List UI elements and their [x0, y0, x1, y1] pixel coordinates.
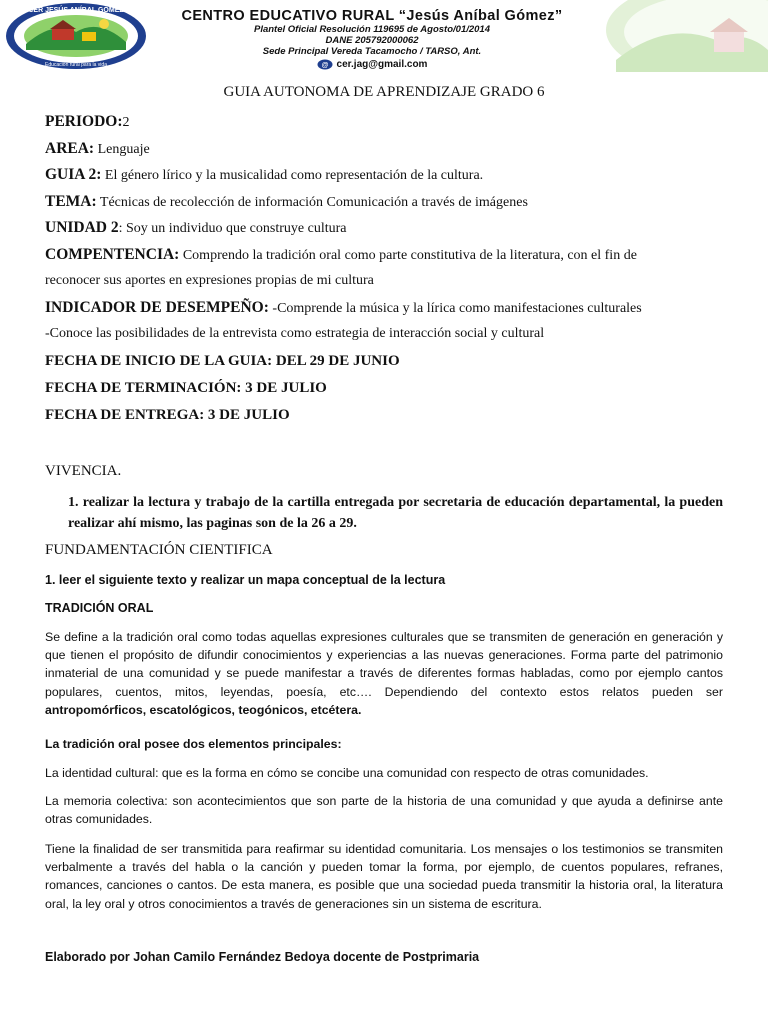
guia-value: El género lírico y la musicalidad como representación de la cultura. [101, 168, 484, 183]
school-email-row [317, 59, 428, 71]
guide-title: GUIA AUTONOMA DE APRENDIZAJE GRADO 6 [223, 84, 545, 100]
paragraph-elements: La tradición oral posee dos elementos principales: [45, 737, 342, 751]
area-row [45, 140, 725, 158]
tema-row [45, 193, 725, 211]
indicador-value-2: -Conoce las posibilidades de la entrevista como estrategia de interacción social y cultural [45, 326, 545, 341]
svg-text:@: @ [321, 62, 328, 69]
periodo-row [45, 113, 725, 131]
paragraph-identidad: La identidad cultural: que es la forma en cómo se concibe una comunidad con respecto de otras comunidades. [45, 766, 649, 780]
competencia-label: COMPENTENCIA: [45, 246, 180, 263]
competencia-value-2: reconocer sus aportes en expresiones propias de mi cultura [45, 273, 374, 288]
paragraph-definition [45, 628, 723, 719]
indicador-value: -Comprende la música y la lírica como manifestaciones culturales [268, 301, 642, 316]
unidad-label: UNIDAD 2 [45, 219, 119, 236]
unidad-row [45, 219, 725, 237]
competencia-value: Comprendo la tradición oral como parte constitutiva de la literatura, con el fin de [179, 248, 637, 263]
school-info [152, 8, 592, 75]
letterhead [0, 0, 768, 76]
school-sede: Sede Principal Vereda Tacamocho / TARSO, Ant. [262, 46, 482, 57]
area-label: AREA: [45, 140, 95, 157]
unidad-value: : Soy un individuo que construye cultura [118, 221, 347, 236]
school-resolution: Plantel Oficial Resolución 119695 de Agosto/01/2014 [253, 24, 490, 35]
fecha-terminacion: FECHA DE TERMINACIÓN: 3 DE JULIO [45, 380, 327, 396]
vivencia-list-item [68, 492, 723, 534]
tema-label: TEMA: [45, 193, 97, 210]
periodo-label: PERIODO: [45, 113, 123, 130]
fundamentacion-instruction: 1. leer el siguiente texto y realizar un mapa conceptual de la lectura [45, 573, 446, 587]
school-logo [4, 2, 148, 70]
school-name: CENTRO EDUCATIVO RURAL “Jesús Aníbal Gómez” [181, 8, 563, 24]
area-value: Lenguaje [94, 142, 150, 157]
school-email: cer.jag@gmail.com [336, 58, 428, 70]
tema-value: Técnicas de recolección de información Comunicación a través de imágenes [96, 195, 528, 210]
vivencia-item-text: realizar la lectura y trabajo de la cartilla entregada por secretaria de educación departamental, la pueden realizar ahí mismo, las paginas son de la 26 a 29. [68, 495, 724, 531]
fecha-inicio: FECHA DE INICIO DE LA GUIA: DEL 29 DE JUNIO [45, 353, 400, 369]
indicador-row-2 [45, 326, 725, 342]
school-dane: DANE 205792000062 [325, 35, 419, 46]
indicador-label: INDICADOR DE DESEMPEÑO: [45, 299, 269, 316]
indicador-row [45, 299, 725, 317]
paragraph-definition-end: antropomórficos, escatológicos, teogónicos, etcétera. [45, 702, 362, 717]
email-icon [317, 59, 333, 70]
logo-motto: Educación rural para la vida [45, 62, 107, 68]
guia-row [45, 166, 725, 184]
logo-text: CER JESÚS ANÍBAL GÓMEZ [28, 7, 124, 14]
vivencia-heading: VIVENCIA. [45, 463, 122, 479]
decorative-logo-watermark [596, 0, 768, 72]
paragraph-definition-body: Se define a la tradición oral como todas aquellas expresiones culturales que se transmiten de generación en generación y que tienen el propósito de difundir conocimientos y experiencias a las nuevas generaciones. Forma parte del patrimonio inmaterial de una comunidad y se puede manifestar a través de diferentes formas habladas, como por ejemplo cantos populares, cuentos, mitos, leyendas, poesía, etc…. Dependiendo del contexto estos relatos pueden ser [45, 630, 723, 699]
fundamentacion-heading: FUNDAMENTACIÓN CIENTIFICA [45, 542, 273, 558]
competencia-row [45, 246, 725, 264]
guia-label: GUIA 2: [45, 166, 102, 183]
paragraph-finalidad: Tiene la finalidad de ser transmitida para reafirmar su identidad comunitaria. Los mensajes o los testimonios se transmiten verbalmente a través del habla o la canción y pueden tomar la forma, por ejemplo, de cuentos populares, refranes, romances, canciones o cantos. De esta manera, es posible que una sociedad pueda transmitir la historia oral, la literatura oral, la ley oral y otros conocimientos a través de generaciones sin un sistema de escritura. [45, 842, 723, 911]
periodo-value: 2 [122, 115, 130, 130]
competencia-row-2 [45, 273, 725, 289]
fecha-entrega: FECHA DE ENTREGA: 3 DE JULIO [45, 407, 290, 423]
author-credit: Elaborado por Johan Camilo Fernández Bedoya docente de Postprimaria [45, 950, 480, 964]
tradicion-oral-heading: TRADICIÓN ORAL [45, 601, 154, 615]
vivencia-item-number: 1. [68, 495, 79, 510]
paragraph-memoria: La memoria colectiva: son acontecimientos que son parte de la historia de una comunidad y que ayuda a definirse ante otras comunidades. [45, 794, 723, 827]
